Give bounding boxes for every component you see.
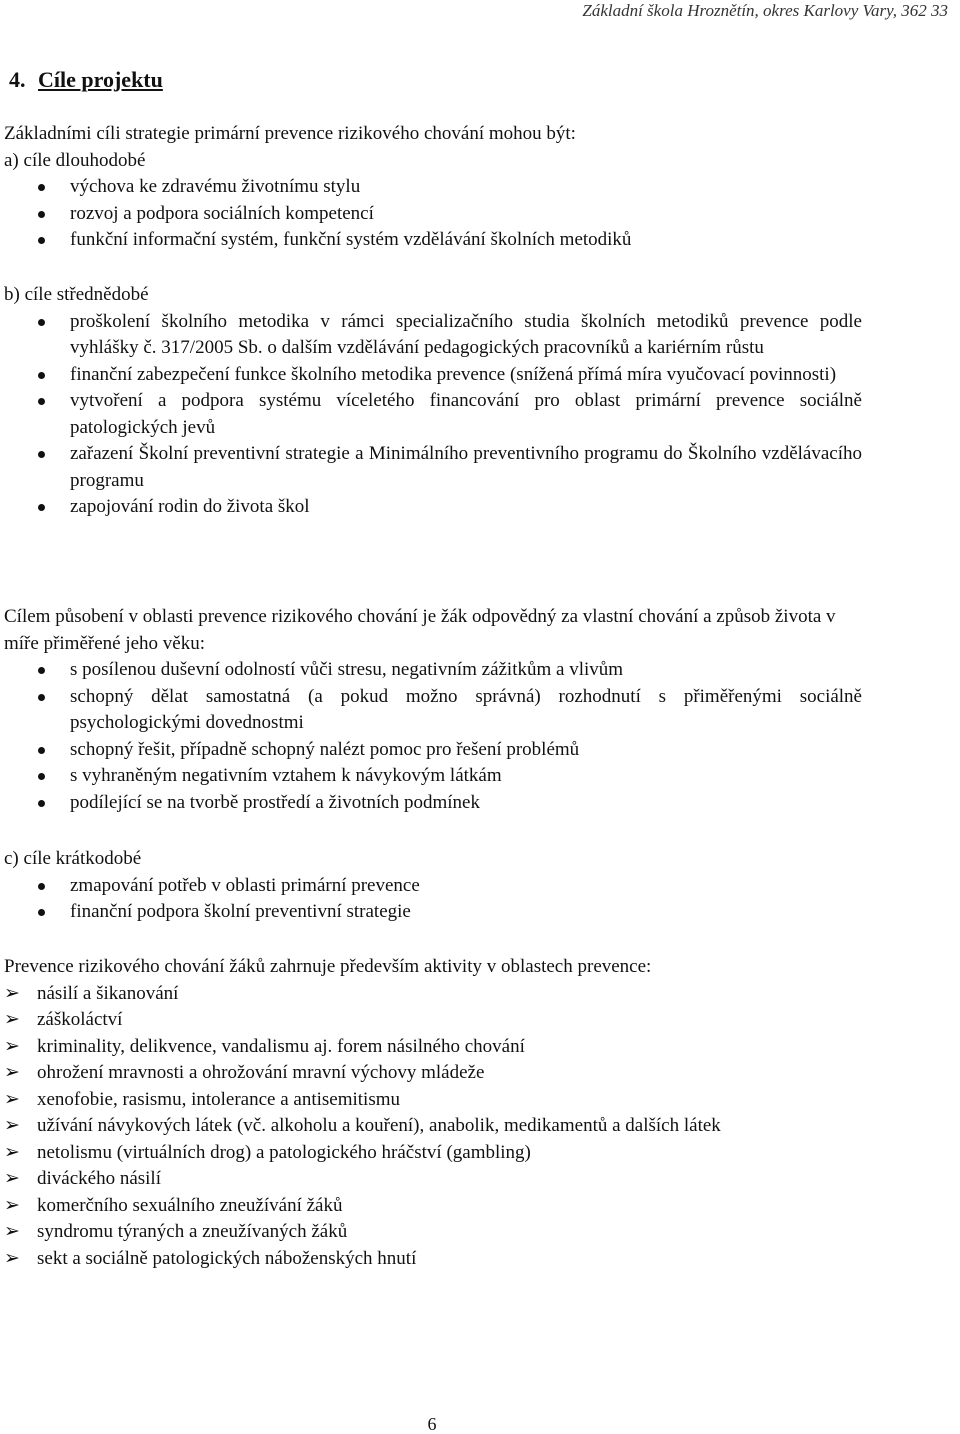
list-item: schopný řešit, případně schopný nalézt pomoc pro řešení problémů <box>4 737 862 764</box>
list-item: ➢ sekt a sociálně patologických náboženských hnutí <box>4 1246 862 1273</box>
list-item: ➢ komerčního sexuálního zneužívání žáků <box>4 1193 862 1220</box>
list-item: zmapování potřeb v oblasti primární prevence <box>4 873 862 900</box>
section-heading <box>9 66 163 94</box>
list-item: ➢ xenofobie, rasismu, intolerance a antisemitismu <box>4 1087 862 1114</box>
list-item: podílející se na tvorbě prostředí a životních podmínek <box>4 790 862 817</box>
bullet-icon <box>38 504 45 511</box>
intro-text: Základními cíli strategie primární prevence rizikového chování mohou být: <box>4 123 576 144</box>
mid-term-section <box>4 282 862 521</box>
prevention-section <box>4 954 862 1272</box>
long-term-list <box>4 174 862 254</box>
list-item: zařazení Školní preventivní strategie a Minimálního preventivního programu do Školního vzdělávacího programu <box>4 441 862 494</box>
arrow-bullet-icon: ➢ <box>4 1194 20 1216</box>
arrow-bullet-icon: ➢ <box>4 1115 20 1136</box>
bullet-icon <box>38 319 45 326</box>
bullet-icon <box>38 237 45 244</box>
prevention-text: Prevence rizikového chování žáků zahrnuje především aktivity v oblastech prevence: <box>4 956 652 977</box>
bullet-icon <box>38 211 45 218</box>
arrow-bullet-icon: ➢ <box>4 1035 20 1057</box>
arrow-bullet-icon: ➢ <box>4 1009 20 1030</box>
list-item: funkční informační systém, funkční systém vzdělávání školních metodiků <box>4 227 862 254</box>
list-item: s posílenou duševní odolností vůči stresu, negativním zážitkům a vlivům <box>4 657 862 684</box>
section-number: 4. <box>9 67 26 92</box>
bullet-icon <box>38 451 45 458</box>
list-item: ➢ záškoláctví <box>4 1007 862 1034</box>
list-item: ➢ diváckého násilí <box>4 1166 862 1193</box>
arrow-bullet-icon: ➢ <box>4 1221 20 1242</box>
section-title: Cíle projektu <box>38 67 163 92</box>
target-list <box>4 657 862 816</box>
arrow-bullet-icon: ➢ <box>4 982 20 1004</box>
arrow-bullet-icon: ➢ <box>4 1247 20 1269</box>
bullet-icon <box>38 800 45 807</box>
bullet-icon <box>38 398 45 405</box>
bullet-icon <box>38 773 45 780</box>
list-item: ➢ netolismu (virtuálních drog) a patologického hráčství (gambling) <box>4 1140 862 1167</box>
list-item: schopný dělat samostatná (a pokud možno správná) rozhodnutí s přiměřenými sociálně psychologickými dovednostmi <box>4 684 862 737</box>
long-term-section <box>4 121 862 254</box>
list-item: proškolení školního metodika v rámci specializačního studia školních metodiků prevence podle vyhlášky č. 317/2005 Sb. o dalším vzdělávání pedagogických pracovníků a kariérním růstu <box>4 309 862 362</box>
list-item: ➢ ohrožení mravnosti a ohrožování mravní výchovy mládeže <box>4 1060 862 1087</box>
bullet-icon <box>38 372 45 379</box>
page-header: Základní škola Hroznětín, okres Karlovy Vary, 362 33 <box>582 1 948 20</box>
bullet-icon <box>38 909 45 916</box>
bullet-icon <box>38 184 45 191</box>
list-item: ➢ syndromu týraných a zneužívaných žáků <box>4 1219 862 1246</box>
short-term-list <box>4 873 862 926</box>
list-item: výchova ke zdravému životnímu stylu <box>4 174 862 201</box>
list-item: rozvoj a podpora sociálních kompetencí <box>4 201 862 228</box>
list-item: zapojování rodin do života škol <box>4 494 862 521</box>
short-term-section <box>4 846 862 926</box>
prevention-list <box>4 981 862 1273</box>
mid-term-list <box>4 309 862 521</box>
arrow-bullet-icon: ➢ <box>4 1141 20 1163</box>
mid-term-label: b) cíle střednědobé <box>4 284 149 305</box>
bullet-icon <box>38 747 45 754</box>
bullet-icon <box>38 694 45 701</box>
target-section <box>4 604 862 816</box>
arrow-bullet-icon: ➢ <box>4 1168 20 1189</box>
list-item: finanční podpora školní preventivní strategie <box>4 899 862 926</box>
page-number: 6 <box>427 1414 437 1434</box>
arrow-bullet-icon: ➢ <box>4 1062 20 1083</box>
short-term-label: c) cíle krátkodobé <box>4 848 142 869</box>
bullet-icon <box>38 883 45 890</box>
list-item: s vyhraněným negativním vztahem k návykovým látkám <box>4 763 862 790</box>
long-term-label: a) cíle dlouhodobé <box>4 149 146 171</box>
list-item: ➢ násilí a šikanování <box>4 981 862 1008</box>
list-item: finanční zabezpečení funkce školního metodika prevence (snížená přímá míra vyučovací povinnosti) <box>4 362 862 389</box>
list-item: vytvoření a podpora systému víceletého financování pro oblast primární prevence sociálně patologických jevů <box>4 388 862 441</box>
arrow-bullet-icon: ➢ <box>4 1088 20 1110</box>
list-item: ➢ kriminality, delikvence, vandalismu aj. forem násilného chování <box>4 1034 862 1061</box>
bullet-icon <box>38 667 45 674</box>
target-text: Cílem působení v oblasti prevence rizikového chování je žák odpovědný za vlastní chování a způsob života v míře přiměřené jeho věku: <box>4 606 836 654</box>
list-item: ➢ užívání návykových látek (vč. alkoholu a kouření), anabolik, medikamentů a dalších látek <box>4 1113 862 1140</box>
